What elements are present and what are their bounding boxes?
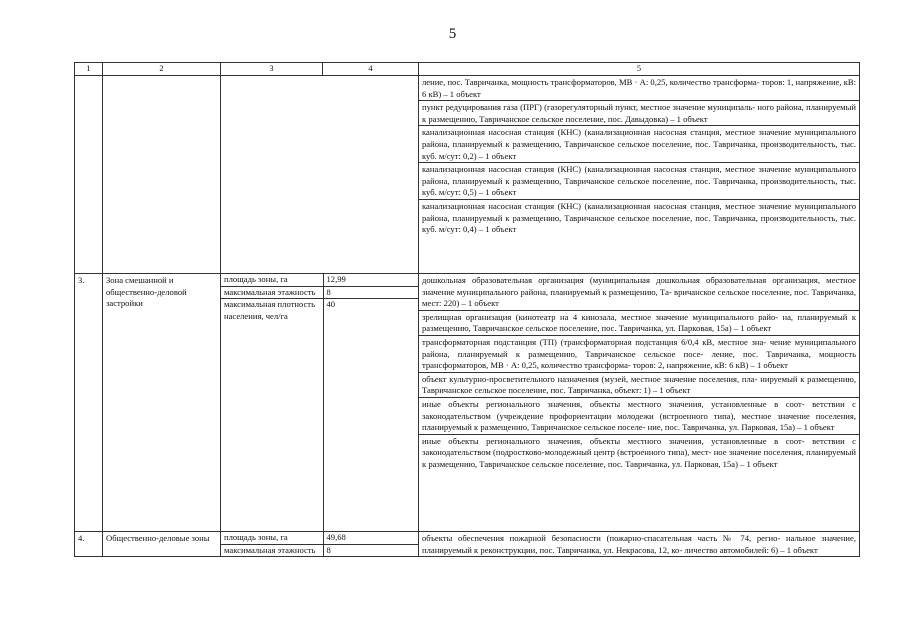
object-entry: трансформаторная подстанция (ТП) (трансформаторная подстанция 6/0,4 кВ, местное зна- чение муниципального района, планируемый к размещению, Тавричанское сельское посе- ление, пос. Тавричанка, мощность трансформаторов, МВ · А: 0,25, количество трансформа- торов: 2, напряжение, кВ: 6 кВ) – 1 объект xyxy=(419,336,859,373)
parameter-name: максимальная этажность xyxy=(221,286,323,299)
object-entry: объект культурно-просветительного назначения (музей, местное значение поселения, пла- нируемый к размещению, Тавричанское сельское поселение, пос. Тавричанка, объект: 1) – 1 объект xyxy=(419,373,859,398)
zone-objects xyxy=(419,532,860,557)
column-header: 2 xyxy=(103,63,221,76)
zone-name: Общественно-деловые зоны xyxy=(103,532,221,557)
zone-name xyxy=(103,76,221,274)
table-header-row xyxy=(75,63,860,76)
parameter-value: 40 xyxy=(323,299,419,532)
column-header: 1 xyxy=(75,63,103,76)
parameter-name: максимальная плотность населения, чел/га xyxy=(221,299,323,532)
page-number: 5 xyxy=(448,26,457,42)
parameter-row xyxy=(221,544,419,556)
object-entry: ление, пос. Тавричанка, мощность трансформаторов, МВ · А: 0,25, количество трансформа- торов: 1, напряжение, кВ: 6 кВ) – 1 объект xyxy=(419,76,859,101)
parameter-row xyxy=(221,299,419,532)
zone-objects xyxy=(419,274,860,532)
row-number: 4. xyxy=(75,532,103,557)
object-entry: иные объекты регионального значения, объекты местного значения, установленные в соот- ветствии с законодательством (учреждение профориентации молодежи (встроенного типа), местное значение поселения, планируемый к размещению, Тавричанское сельское поселе- ние, пос. Тавричанка, ул. Парковая, 15а) – 1 объект xyxy=(419,398,859,435)
parameter-name: максимальная этажность xyxy=(221,544,323,556)
table-row xyxy=(75,532,860,557)
column-header: 3 xyxy=(221,63,323,76)
object-entry: канализационная насосная станция (КНС) (канализационная насосная станция, местное значение муниципального района, планируемый к размещению, Тавричанское сельское поселение, пос. Тавричанка, производительность, тыс. куб. м/сут: 0,2) – 1 объект xyxy=(419,126,859,163)
table-row xyxy=(75,76,860,274)
parameter-value: 8 xyxy=(323,544,419,556)
zone-name: Зона смешанной и общественно-деловой застройки xyxy=(103,274,221,532)
object-entry: зрелищная организация (кинотеатр на 4 кинозала, местное значение муниципального райо- на, планируемый к размещению, Тавричанское сельское поселение, пос. Тавричанка, ул. Парковая, 15а) – 1 объект xyxy=(419,311,859,336)
parameter-value: 8 xyxy=(323,286,419,299)
zones-table xyxy=(74,62,860,557)
object-entry: пункт редуцирования газа (ПРГ) (газорегуляторный пункт, местное значение муниципаль- ного района, планируемый к размещению, Тавричанское сельское поселение, пос. Давыдовка) – 1 объект xyxy=(419,101,859,126)
column-header: 4 xyxy=(323,63,419,76)
zone-parameters xyxy=(221,274,419,532)
table-row xyxy=(75,274,860,532)
zone-parameters xyxy=(221,532,419,557)
row-number xyxy=(75,76,103,274)
parameter-row xyxy=(221,286,419,299)
object-entry: канализационная насосная станция (КНС) (канализационная насосная станция, местное значение муниципального района, планируемый к размещению, Тавричанское сельское поселение, пос. Тавричанка, производительность, тыс. куб. м/сут: 0,4) – 1 объект xyxy=(422,200,856,235)
parameter-name: площадь зоны, га xyxy=(221,274,323,286)
zone-parameters xyxy=(221,76,419,274)
parameter-value: 49,68 xyxy=(326,532,346,543)
object-entry: иные объекты регионального значения, объекты местного значения, установленные в соот- ветствии с законодательством (подростково-молодежный центр (встроенного типа), мест- ное значение поселения, планируемый к размещению, Тавричанское сельское поселение, пос. Тавричанка, ул. Парковая, 15а) – 1 объект xyxy=(422,435,856,469)
parameter-value: 12,99 xyxy=(326,274,346,284)
object-entry: дошкольная образовательная организация (муниципальная дошкольная образовательная организация, местное значение муниципального района, планируемый к размещению, Та- вричанское сельское поселение, пос. Тавричанка, мест: 220) – 1 объект xyxy=(419,274,859,311)
zone-objects xyxy=(419,76,860,274)
object-entry: объекты обеспечения пожарной безопасности (пожарно-спасательная часть № 74, регио- нальное значение, планируемый к реконструкции, пос. Тавричанка, ул. Некрасова, 12, ко- личество автомобилей: 6) – 1 объект xyxy=(422,533,856,555)
parameter-row xyxy=(221,274,419,286)
parameter-row xyxy=(221,532,419,544)
column-header: 5 xyxy=(419,63,860,76)
row-number: 3. xyxy=(75,274,103,532)
object-entry: канализационная насосная станция (КНС) (канализационная насосная станция, местное значение муниципального района, планируемый к размещению, Тавричанское сельское поселение, пос. Тавричанка, производительность, тыс. куб. м/сут: 0,5) – 1 объект xyxy=(419,163,859,200)
parameter-name: площадь зоны, га xyxy=(221,532,323,544)
